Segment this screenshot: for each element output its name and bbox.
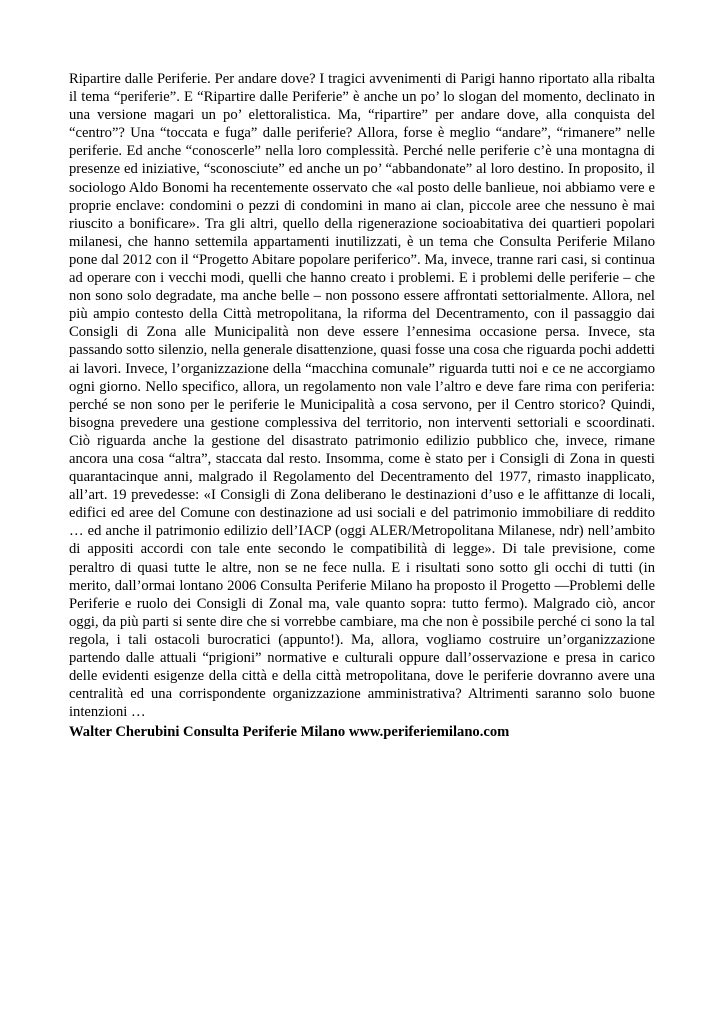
article-body: Ripartire dalle Periferie. Per andare dove? I tragici avvenimenti di Parigi hanno riportato alla ribalta il tema “periferie”. E “Ripartire dalle Periferie” è anche un po’ lo slogan del momento, declinato in una versione magari un po’ elettoralistica. Ma, “ripartire” per andare dove, alla conquista del “centro”? Una “toccata e fuga” dalle periferie? Allora, forse è meglio “andare”, “rimanere” nelle periferie. Ed anche “conoscerle” nella loro complessità. Perché nelle periferie c’è una montagna di presenze ed iniziative, “sconosciute” ed anche un po’ “abbandonate” al loro destino. In proposito, il sociologo Aldo Bonomi ha recentemente osservato che «al posto delle banlieue, noi abbiamo vere e proprie enclave: condomini o pezzi di condomini in mano ai clan, piccole aree che nessuno è mai riuscito a bonificare». Tra gli altri, quello della rigenerazione socioabitativa dei quartieri popolari milanesi, che hanno settemila appartamenti inutilizzati, è un tema che Consulta Periferie Milano pone dal 2012 con il “Progetto Abitare popolare periferico”. Ma, invece, tranne rari casi, si continua ad operare con i vecchi modi, quelli che hanno creato i problemi. E i problemi delle periferie – che non sono solo degradate, ma anche belle – non possono essere affrontati settorialmente. Allora, nel più ampio contesto della Città metropolitana, la riforma del Decentramento, con il passaggio dai Consigli di Zona alle Municipalità non deve essere l’ennesima occasione persa. Invece, sta passando sotto silenzio, nella generale disattenzione, quasi fosse una cosa che riguarda pochi addetti ai lavori. Invece, l’organizzazione della “macchina comunale” riguarda tutti noi e ce ne accorgiamo ogni giorno. Nello specifico, allora, un regolamento non vale l’altro e deve fare rima con periferia: perché se non sono per le periferie le Municipalità a cosa servono, per il Centro storico? Quindi, bisogna prevedere una gestione complessiva del territorio, non interventi settoriali e scoordinati. Ciò riguarda anche la gestione del disastrato patrimonio edilizio pubblico che, invece, rimane ancora una cosa “altra”, staccata dal resto. Insomma, come è stato per i Consigli di Zona in questi quarantacinque anni, malgrado il Regolamento del Decentramento del 1977, rimasto inapplicato, all’art. 19 prevedesse: «I Consigli di Zona deliberano le destinazioni d’uso e le affittanze di locali, edifici ed aree del Comune con destinazione ad usi sociali e del patrimonio immobiliare di reddito … ed anche il patrimonio edilizio dell’IACP (oggi ALER/Metropolitana Milanese, ndr) nell’ambito di appositi accordi con tale ente secondo le compatibilità di legge». Di tale previsione, come peraltro di quasi tutte le altre, non se ne fece nulla. E i risultati sono sotto gli occhi di tutti (in merito, dall’ormai lontano 2006 Consulta Periferie Milano ha proposto il Progetto ―Problemi delle Periferie e ruolo dei Consigli di Zonal ma, vale quanto sopra: tutto fermo). Malgrado ciò, ancor oggi, da più parti si sente dire che si vorrebbe cambiare, ma che non è possibile perché ci sono la tal regola, i tali ostacoli burocratici (appunto!). Ma, allora, vogliamo costruire un’organizzazione partendo dalle attuali “prigioni” normative e culturali oppure dall’osservazione e presa in carico delle evidenti esigenze della città e della città metropolitana, dove le periferie dovranno avere una centralità ed una corrispondente organizzazione amministrativa? Altrimenti saranno solo buone intenzioni … <box>69 71 655 721</box>
author-signature: Walter Cherubini Consulta Periferie Milano www.periferiemilano.com <box>69 724 510 740</box>
